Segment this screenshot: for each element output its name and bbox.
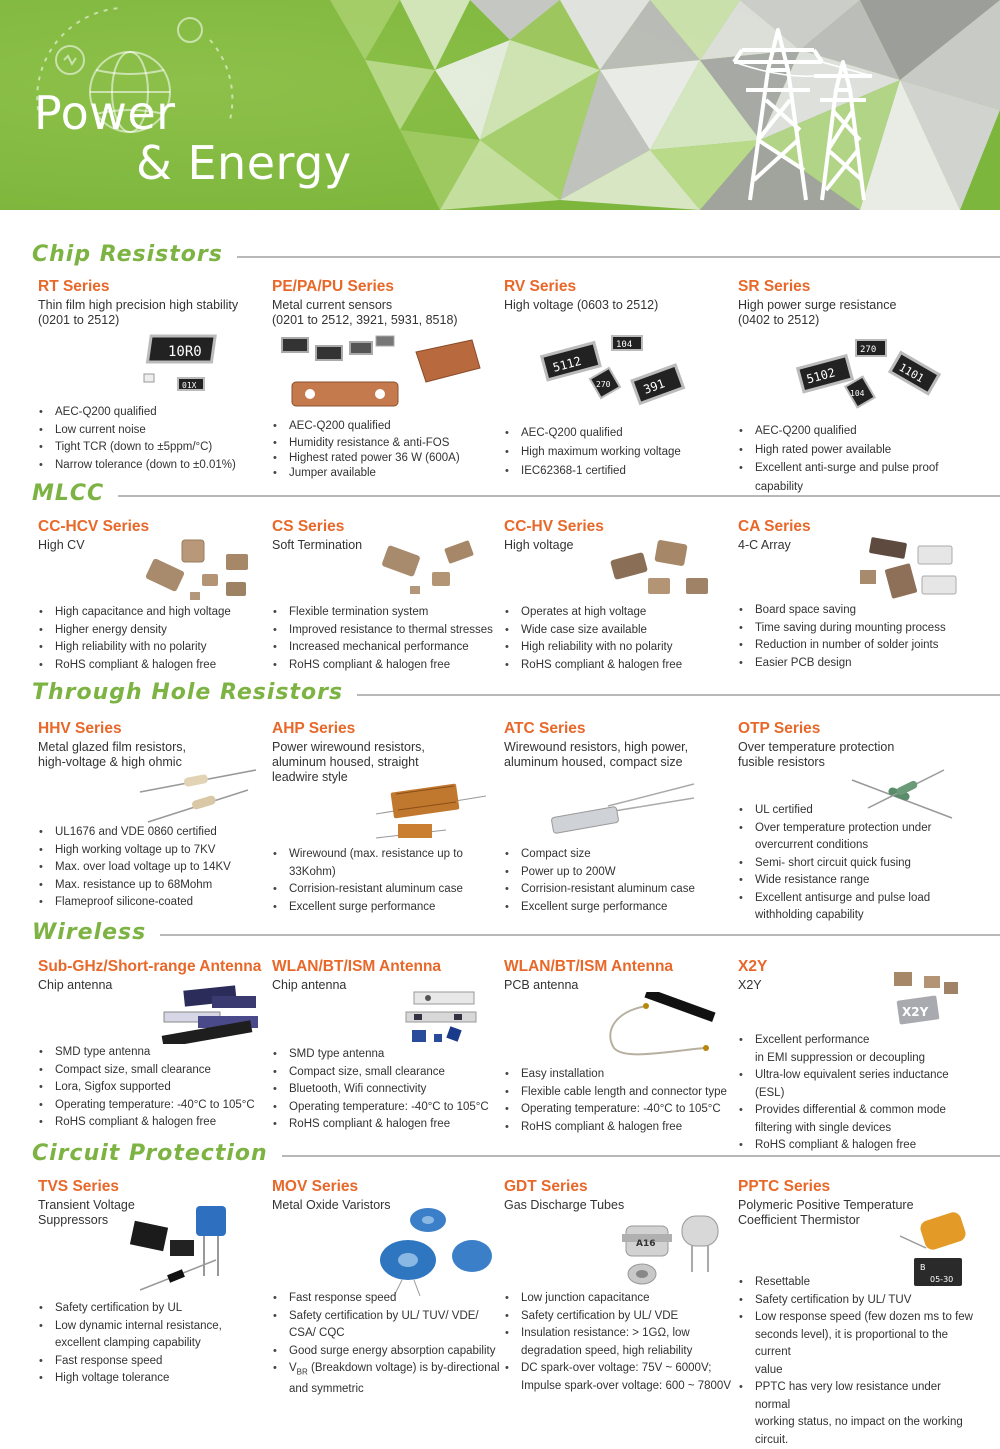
list-item-vbr [272, 1360, 508, 1381]
list-item: • PPTC has very low resistance under normal [738, 1379, 974, 1414]
feature-list [38, 1300, 274, 1388]
product-image-gas-discharge-tubes [608, 1212, 738, 1292]
feature-list [504, 1066, 740, 1136]
product-image-pcb-antenna [604, 992, 724, 1062]
card-subtitle-1: Power wirewound resistors, [272, 740, 425, 754]
list-item: • Higher energy density [38, 622, 274, 640]
card-rt-series [38, 278, 266, 478]
list-item-continuation: excellent clamping capability [55, 1337, 201, 1349]
list-item: • Low dynamic internal resistance, [38, 1318, 274, 1336]
feature-list [38, 604, 274, 674]
list-item: • Safety certification by UL [38, 1300, 274, 1318]
list-item: • Semi- short circuit quick fusing [738, 855, 974, 873]
card-pe-pa-pu-series [272, 278, 500, 478]
list-item: • AEC-Q200 qualified [738, 422, 974, 441]
list-item: • Operates at high voltage [504, 604, 740, 622]
list-item: • IEC62368-1 certified [504, 462, 740, 481]
section-through-hole-resistors [32, 680, 1000, 705]
list-item: • RoHS compliant & halogen free [272, 657, 508, 675]
list-item: • RoHS compliant & halogen free [38, 1114, 274, 1132]
card-ahp-series [272, 720, 500, 920]
card-subtitle-1: Soft Termination [272, 538, 363, 552]
section-title: Chip Resistors [32, 242, 223, 267]
chip-label: X2Y [902, 1005, 929, 1019]
list-item: • Reduction in number of solder joints [738, 637, 974, 655]
list-item: • High voltage tolerance [38, 1370, 274, 1388]
chip-label: 270 [596, 380, 611, 389]
card-sr-series [738, 278, 966, 493]
list-item: • Narrow tolerance (down to ±0.01%) [38, 457, 274, 475]
list-item: • Compact size, small clearance [272, 1064, 508, 1082]
list-item: • SMD type antenna [38, 1044, 274, 1062]
chip-label: 01X [182, 381, 197, 390]
chip-label: 270 [860, 345, 877, 355]
list-item: • Easy installation [504, 1066, 740, 1084]
card-title: RT Series [38, 278, 110, 295]
feature-list [38, 404, 274, 474]
card-title: CC-HV Series [504, 518, 604, 535]
list-item: • AEC-Q200 qualified [272, 418, 508, 436]
list-item: • Excellent surge performance [504, 899, 740, 917]
list-item: • High working voltage up to 7KV [38, 842, 274, 860]
feature-list [504, 1290, 740, 1395]
card-title: WLAN/BT/ISM Antenna [272, 958, 442, 975]
card-title: PPTC Series [738, 1178, 831, 1195]
card-subtitle-1: Polymeric Positive Temperature [738, 1198, 914, 1212]
card-title: OTP Series [738, 720, 821, 737]
card-title: MOV Series [272, 1178, 359, 1195]
card-atc-series [504, 720, 732, 920]
list-item-continuation: in EMI suppression or decoupling [755, 1051, 926, 1064]
list-item: • Bluetooth, Wifi connectivity [272, 1081, 508, 1099]
list-item: • RoHS compliant & halogen free [38, 657, 274, 675]
list-item: • Operating temperature: -40°C to 105°C [272, 1099, 508, 1117]
list-item: • Good surge energy absorption capability [272, 1343, 508, 1361]
card-title: SR Series [738, 278, 811, 295]
section-divider [237, 256, 1000, 258]
list-item: • Operating temperature: -40°C to 105°C [38, 1097, 274, 1115]
card-x2y [738, 958, 966, 1151]
feature-list [272, 604, 508, 674]
list-item: • Flameproof silicone-coated [38, 894, 274, 912]
vbr-text: (Breakdown voltage) is by-directional [307, 1362, 500, 1374]
section-title: Circuit Protection [32, 1141, 268, 1166]
list-item: • Safety certification by UL/ VDE [504, 1308, 740, 1326]
section-wireless [32, 920, 1000, 945]
card-rv-series [504, 278, 732, 478]
list-item: • Highest rated power 36 W (600A) [272, 451, 508, 466]
list-item: • Over temperature protection under [738, 820, 974, 838]
card-wlan-pcb-antenna [504, 958, 732, 1138]
section-circuit-protection [32, 1141, 1000, 1166]
product-image-tvs [130, 1202, 270, 1302]
card-sub-ghz-antenna [38, 958, 266, 1138]
chip-label: 104 [616, 340, 633, 350]
feature-list [738, 1274, 974, 1449]
card-mov-series [272, 1178, 500, 1408]
list-item: • High capacitance and high voltage [38, 604, 274, 622]
card-title: CS Series [272, 518, 345, 535]
chip-label: A16 [636, 1239, 656, 1249]
product-image-chip-resistors [538, 332, 708, 412]
list-item: • Safety certification by UL/ TUV/ VDE/ [272, 1308, 508, 1326]
chip-label: 05-30 [930, 1275, 954, 1284]
card-subtitle-1: High CV [38, 538, 85, 552]
list-item: • Compact size [504, 846, 740, 864]
card-subtitle-2: aluminum housed, compact size [504, 755, 683, 769]
product-image-mlcc [608, 540, 718, 610]
card-cs-series [272, 518, 500, 678]
chip-label: 5112 [551, 353, 583, 375]
banner-title [34, 88, 352, 188]
list-item: • Wide case size available [504, 622, 740, 640]
product-image-capacitor-array [856, 536, 966, 612]
card-subtitle-1: High voltage (0603 to 2512) [504, 298, 659, 312]
list-item-continuation: withholding capability [755, 909, 864, 921]
card-subtitle-1: Metal Oxide Varistors [272, 1198, 391, 1212]
list-item: • AEC-Q200 qualified [38, 404, 274, 422]
banner [0, 0, 1000, 210]
list-item-continuation: working status, no impact on the working circuit. [755, 1416, 963, 1446]
card-subtitle-1: Metal current sensors [272, 298, 393, 312]
list-item: • Corrision-resistant aluminum case [272, 881, 508, 899]
list-item: • Increased mechanical performance [272, 639, 508, 657]
feature-list [272, 418, 508, 481]
list-item-continuation: seconds level), it is proportional to the current [755, 1328, 949, 1358]
list-item-continuation: Impulse spark-over voltage: 600 ~ 7800V [521, 1379, 731, 1392]
list-item: • Flexible termination system [272, 604, 508, 622]
card-subtitle-1: High power surge resistance [738, 298, 897, 312]
list-item: • AEC-Q200 qualified [504, 424, 740, 443]
card-subtitle-1: Metal glazed film resistors, [38, 740, 186, 754]
list-item: • Compact size, small clearance [38, 1062, 274, 1080]
card-tvs-series [38, 1178, 266, 1408]
list-item: • High reliability with no polarity [504, 639, 740, 657]
card-subtitle-2: high-voltage & high ohmic [38, 755, 182, 769]
list-item: • Excellent performance [738, 1032, 974, 1050]
section-divider [357, 694, 1000, 696]
feature-list [504, 604, 740, 674]
list-item: • Time saving during mounting process [738, 620, 974, 638]
card-title: ATC Series [504, 720, 586, 737]
card-subtitle-1: Transient Voltage [38, 1198, 135, 1212]
list-item: • Low response speed (few dozen ms to few [738, 1309, 974, 1327]
list-item: • SMD type antenna [272, 1046, 508, 1064]
list-item-continuation: overcurrent conditions [755, 839, 869, 851]
card-title: TVS Series [38, 1178, 119, 1195]
card-pptc-series [738, 1178, 973, 1446]
card-gdt-series [504, 1178, 732, 1408]
card-title: X2Y [738, 958, 768, 975]
list-item: • UL1676 and VDE 0860 certified [38, 824, 274, 842]
card-title: RV Series [504, 278, 577, 295]
product-image-chip-antenna [404, 988, 494, 1050]
list-item: • RoHS compliant & halogen free [504, 657, 740, 675]
card-title: GDT Series [504, 1178, 588, 1195]
list-item: • Max. over load voltage up to 14KV [38, 859, 274, 877]
card-subtitle-2: (0201 to 2512, 3921, 5931, 8518) [272, 313, 458, 327]
card-subtitle-1: Wirewound resistors, high power, [504, 740, 689, 754]
list-item: • Tight TCR (down to ±5ppm/°C) [38, 439, 274, 457]
vbr-subscript: BR [296, 1367, 308, 1377]
card-title: CA Series [738, 518, 811, 535]
list-item: • High maximum working voltage [504, 443, 740, 462]
list-item: • Max. resistance up to 68Mohm [38, 877, 274, 895]
section-title: Wireless [32, 920, 147, 945]
chip-label: 391 [641, 376, 667, 397]
banner-title-line2: & Energy [136, 136, 352, 190]
card-subtitle-2: Coefficient Thermistor [738, 1213, 860, 1227]
list-item: • Board space saving [738, 602, 974, 620]
card-ca-series [738, 518, 966, 678]
chip-label: 104 [850, 389, 865, 398]
card-wlan-chip-antenna [272, 958, 500, 1138]
list-item: • High reliability with no polarity [38, 639, 274, 657]
list-item-continuation: degradation speed, high reliability [521, 1344, 693, 1357]
card-subtitle-2: Suppressors [38, 1213, 109, 1227]
list-item: • Low current noise [38, 422, 274, 440]
list-item: • RoHS compliant & halogen free [738, 1137, 974, 1155]
card-otp-series [738, 720, 966, 920]
product-image-chip-antenna [158, 982, 268, 1044]
section-divider [118, 495, 1000, 497]
list-item: • DC spark-over voltage: 75V ~ 6000V; [504, 1360, 740, 1378]
section-title: Through Hole Resistors [32, 680, 344, 705]
product-image-aluminum-housed-resistor [548, 778, 698, 838]
list-item: • Excellent anti-surge and pulse proof capability [738, 459, 974, 496]
list-item: • RoHS compliant & halogen free [504, 1119, 740, 1137]
feature-list [272, 1046, 508, 1134]
banner-title-line1: Power [34, 86, 176, 140]
list-item: • Jumper available [272, 466, 508, 481]
card-subtitle-2: fusible resistors [738, 755, 825, 769]
feature-list [38, 824, 274, 912]
feature-list [272, 1290, 508, 1398]
card-title: AHP Series [272, 720, 356, 737]
list-item: • Safety certification by UL/ TUV [738, 1292, 974, 1310]
list-item: • Fast response speed [38, 1353, 274, 1371]
list-item-continuation: filtering with single devices [755, 1121, 892, 1134]
list-item: • RoHS compliant & halogen free [272, 1116, 508, 1134]
list-item: • Humidity resistance & anti-FOS [272, 436, 508, 451]
feature-list [272, 846, 508, 916]
card-cc-hv-series [504, 518, 732, 678]
section-mlcc [32, 481, 1000, 506]
product-image-x2y [884, 968, 964, 1032]
card-subtitle-1: Gas Discharge Tubes [504, 1198, 625, 1212]
feature-list [504, 424, 740, 481]
list-item: • Fast response speed [272, 1290, 508, 1308]
card-subtitle-1: PCB antenna [504, 978, 579, 992]
product-image-aluminum-housed-resistors [376, 780, 486, 844]
list-item: • Excellent surge performance [272, 899, 508, 917]
card-subtitle-2: aluminum housed, straight [272, 755, 419, 769]
card-subtitle-1: X2Y [738, 978, 762, 992]
feature-list [738, 602, 974, 672]
feature-list [738, 802, 974, 925]
card-title: PE/PA/PU Series [272, 278, 395, 295]
card-cc-hcv-series [38, 518, 266, 678]
list-item: • Operating temperature: -40°C to 105°C [504, 1101, 740, 1119]
card-subtitle-2: (0201 to 2512) [38, 313, 120, 327]
section-divider [160, 934, 1000, 936]
product-image-chip-resistors [794, 334, 944, 410]
card-subtitle-1: Chip antenna [38, 978, 113, 992]
card-title: CC-HCV Series [38, 518, 150, 535]
card-subtitle-1: Chip antenna [272, 978, 347, 992]
list-item: • Resettable [738, 1274, 974, 1292]
section-chip-resistors [32, 242, 1000, 267]
list-item: • Wide resistance range [738, 872, 974, 890]
list-item-continuation: 33Kohm) [289, 865, 336, 878]
section-divider [282, 1155, 1000, 1157]
list-item-continuation: CSA/ CQC [289, 1327, 345, 1339]
product-image-current-sensors [276, 332, 486, 416]
card-subtitle-3: leadwire style [272, 770, 348, 784]
list-item: • Provides differential & common mode [738, 1102, 974, 1120]
product-image-mlcc [380, 538, 490, 608]
list-item: • Power up to 200W [504, 864, 740, 882]
card-subtitle-1: Over temperature protection [738, 740, 895, 754]
chip-label: 10R0 [168, 344, 202, 360]
card-subtitle-1: Thin film high precision high stability [38, 298, 239, 312]
feature-list [738, 1032, 974, 1155]
card-subtitle-1: 4-C Array [738, 538, 791, 552]
list-item-continuation: value [755, 1363, 783, 1376]
chip-label: B [920, 1263, 926, 1272]
vbr-symbol: V [289, 1362, 297, 1374]
feature-list [38, 1044, 274, 1132]
product-image-varistors [372, 1204, 502, 1296]
list-item-continuation: and symmetric [289, 1382, 364, 1395]
card-subtitle-1: High voltage [504, 538, 574, 552]
section-title: MLCC [32, 481, 105, 506]
card-subtitle-2: (0402 to 2512) [738, 313, 820, 327]
list-item: • Ultra-low equivalent series inductance (ESL) [738, 1067, 974, 1102]
list-item: • Flexible cable length and connector type [504, 1084, 740, 1102]
card-title: Sub-GHz/Short-range Antenna [38, 958, 262, 975]
list-item: • Insulation resistance: > 1GΩ, low [504, 1325, 740, 1343]
product-image-chip-resistors [138, 330, 248, 400]
list-item: • UL certified [738, 802, 974, 820]
chip-label: 5102 [805, 365, 837, 387]
product-image-mlcc [142, 538, 252, 608]
list-item: • Easier PCB design [738, 655, 974, 673]
product-image-axial-resistors [138, 766, 258, 826]
list-item: • Corrision-resistant aluminum case [504, 881, 740, 899]
list-item: • Low junction capacitance [504, 1290, 740, 1308]
list-item: • High rated power available [738, 441, 974, 460]
card-title: WLAN/BT/ISM Antenna [504, 958, 674, 975]
feature-list [504, 846, 740, 916]
list-item: • Wirewound (max. resistance up to [272, 846, 508, 864]
card-title: HHV Series [38, 720, 122, 737]
list-item: • Improved resistance to thermal stresses [272, 622, 508, 640]
list-item: • Lora, Sigfox supported [38, 1079, 274, 1097]
chip-label: 1101 [896, 360, 927, 386]
list-item: • Excellent antisurge and pulse load [738, 890, 974, 908]
card-hhv-series [38, 720, 266, 920]
